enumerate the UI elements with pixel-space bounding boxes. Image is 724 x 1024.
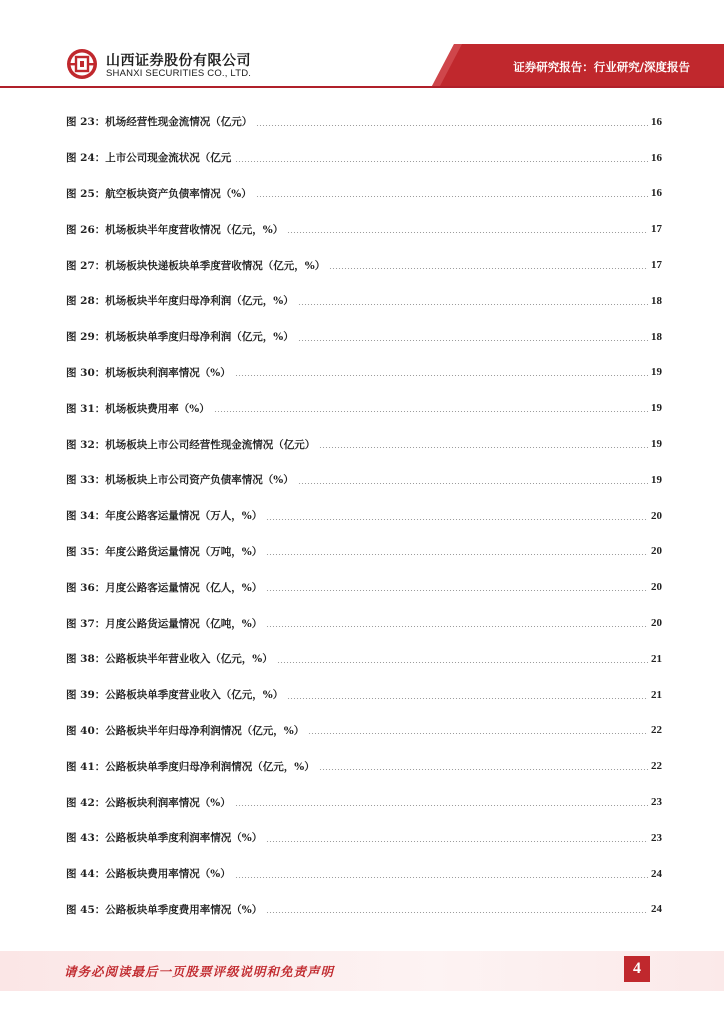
toc-entry-page: 19 bbox=[651, 438, 662, 451]
toc-entry-page: 24 bbox=[651, 903, 662, 916]
toc-entry-page: 23 bbox=[651, 796, 662, 809]
page-number: 4 bbox=[624, 956, 650, 982]
toc-leader-dots bbox=[298, 483, 648, 484]
toc-leader-dots bbox=[298, 304, 648, 305]
toc-entry[interactable] bbox=[66, 641, 662, 677]
toc-entry-label: 图 44：公路板块费用率情况（%） bbox=[66, 868, 231, 881]
toc-entry[interactable] bbox=[66, 283, 662, 319]
toc-entry-label: 图 36：月度公路客运量情况（亿人，%） bbox=[66, 581, 263, 594]
toc-entry-label: 图 39：公路板块单季度营业收入（亿元，%） bbox=[66, 689, 284, 702]
toc-leader-dots bbox=[329, 268, 648, 269]
toc-entry[interactable] bbox=[66, 856, 662, 892]
toc-entry[interactable] bbox=[66, 176, 662, 212]
footer-disclaimer: 请务必阅读最后一页股票评级说明和免责声明 bbox=[64, 964, 335, 979]
toc-entry-page: 24 bbox=[651, 867, 662, 880]
toc-leader-dots bbox=[308, 733, 648, 734]
toc-entry[interactable] bbox=[66, 355, 662, 391]
toc-entry-label: 图 30：机场板块利润率情况（%） bbox=[66, 366, 231, 379]
toc-entry-page: 17 bbox=[651, 259, 662, 272]
toc-entry-page: 16 bbox=[651, 151, 662, 164]
toc-entry-label: 图 42：公路板块利润率情况（%） bbox=[66, 796, 231, 809]
toc-entry-label: 图 38：公路板块半年营业收入（亿元，%） bbox=[66, 653, 273, 666]
toc-entry-label: 图 33：机场板块上市公司资产负债率情况（%） bbox=[66, 474, 294, 487]
toc-entry-page: 16 bbox=[651, 187, 662, 200]
toc-leader-dots bbox=[277, 662, 648, 663]
toc-entry-page: 20 bbox=[651, 617, 662, 630]
toc-entry-label: 图 40：公路板块半年归母净利润情况（亿元，%） bbox=[66, 724, 305, 737]
toc-entry-page: 16 bbox=[651, 115, 662, 128]
report-type-banner bbox=[432, 44, 724, 86]
toc-leader-dots bbox=[235, 161, 648, 162]
toc-entry-label: 图 29：机场板块单季度归母净利润（亿元，%） bbox=[66, 331, 294, 344]
toc-entry[interactable] bbox=[66, 104, 662, 140]
toc-entry-page: 18 bbox=[651, 294, 662, 307]
toc-entry[interactable] bbox=[66, 211, 662, 247]
page-header bbox=[0, 0, 724, 95]
toc-entry[interactable] bbox=[66, 534, 662, 570]
toc-entry-label: 图 31：机场板块费用率（%） bbox=[66, 402, 210, 415]
toc-entry-label: 图 45：公路板块单季度费用率情况（%） bbox=[66, 903, 263, 916]
toc-leader-dots bbox=[266, 626, 648, 627]
toc-entry-label: 图 27：机场板块快递板块单季度营收情况（亿元，%） bbox=[66, 259, 326, 272]
toc-entry-label: 图 43：公路板块单季度利润率情况（%） bbox=[66, 832, 263, 845]
company-name-en: SHANXI SECURITIES CO., LTD. bbox=[106, 68, 252, 79]
toc-leader-dots bbox=[256, 196, 648, 197]
toc-entry-page: 23 bbox=[651, 831, 662, 844]
toc-entry[interactable] bbox=[66, 605, 662, 641]
figure-list bbox=[66, 104, 662, 927]
toc-entry-page: 17 bbox=[651, 223, 662, 236]
toc-leader-dots bbox=[266, 912, 648, 913]
toc-entry[interactable] bbox=[66, 140, 662, 176]
toc-entry[interactable] bbox=[66, 820, 662, 856]
toc-entry[interactable] bbox=[66, 892, 662, 928]
toc-leader-dots bbox=[319, 447, 648, 448]
toc-leader-dots bbox=[214, 411, 648, 412]
toc-entry-page: 22 bbox=[651, 760, 662, 773]
toc-entry-label: 图 23：机场经营性现金流情况（亿元） bbox=[66, 116, 253, 129]
toc-entry-label: 图 41：公路板块单季度归母净利润情况（亿元，%） bbox=[66, 760, 315, 773]
toc-leader-dots bbox=[287, 698, 648, 699]
toc-entry-label: 图 24：上市公司现金流状况（亿元 bbox=[66, 152, 232, 165]
toc-entry-page: 20 bbox=[651, 545, 662, 558]
toc-leader-dots bbox=[266, 590, 648, 591]
company-name-cn: 山西证券股份有限公司 bbox=[106, 53, 251, 69]
toc-entry-page: 19 bbox=[651, 402, 662, 415]
toc-leader-dots bbox=[235, 375, 648, 376]
toc-entry[interactable] bbox=[66, 713, 662, 749]
toc-entry-label: 图 32：机场板块上市公司经营性现金流情况（亿元） bbox=[66, 438, 316, 451]
toc-leader-dots bbox=[266, 841, 648, 842]
toc-entry[interactable] bbox=[66, 247, 662, 283]
toc-entry-label: 图 26：机场板块半年度营收情况（亿元，%） bbox=[66, 223, 284, 236]
header-divider bbox=[0, 86, 724, 88]
toc-leader-dots bbox=[235, 805, 648, 806]
toc-leader-dots bbox=[287, 232, 648, 233]
toc-entry[interactable] bbox=[66, 748, 662, 784]
toc-entry-label: 图 37：月度公路货运量情况（亿吨，%） bbox=[66, 617, 263, 630]
toc-entry-page: 20 bbox=[651, 581, 662, 594]
toc-entry-page: 21 bbox=[651, 688, 662, 701]
toc-entry[interactable] bbox=[66, 462, 662, 498]
toc-entry-page: 21 bbox=[651, 652, 662, 665]
toc-entry-page: 18 bbox=[651, 330, 662, 343]
toc-leader-dots bbox=[298, 340, 648, 341]
toc-entry-label: 图 28：机场板块半年度归母净利润（亿元，%） bbox=[66, 295, 294, 308]
toc-entry-page: 20 bbox=[651, 509, 662, 522]
shanxi-securities-logo-icon bbox=[66, 48, 98, 80]
toc-leader-dots bbox=[266, 519, 648, 520]
toc-leader-dots bbox=[235, 877, 648, 878]
toc-leader-dots bbox=[256, 125, 648, 126]
toc-entry[interactable] bbox=[66, 498, 662, 534]
toc-entry-label: 图 34：年度公路客运量情况（万人，%） bbox=[66, 510, 263, 523]
toc-leader-dots bbox=[266, 554, 648, 555]
toc-entry[interactable] bbox=[66, 569, 662, 605]
toc-leader-dots bbox=[319, 769, 648, 770]
toc-entry-page: 22 bbox=[651, 724, 662, 737]
toc-entry[interactable] bbox=[66, 390, 662, 426]
toc-entry-page: 19 bbox=[651, 366, 662, 379]
toc-entry-label: 图 25：航空板块资产负债率情况（%） bbox=[66, 187, 252, 200]
toc-entry-page: 19 bbox=[651, 473, 662, 486]
toc-entry[interactable] bbox=[66, 677, 662, 713]
toc-entry[interactable] bbox=[66, 426, 662, 462]
toc-entry-label: 图 35：年度公路货运量情况（万吨，%） bbox=[66, 545, 263, 558]
toc-entry[interactable] bbox=[66, 784, 662, 820]
toc-entry[interactable] bbox=[66, 319, 662, 355]
report-type-label: 证券研究报告：行业研究/深度报告 bbox=[513, 60, 690, 74]
